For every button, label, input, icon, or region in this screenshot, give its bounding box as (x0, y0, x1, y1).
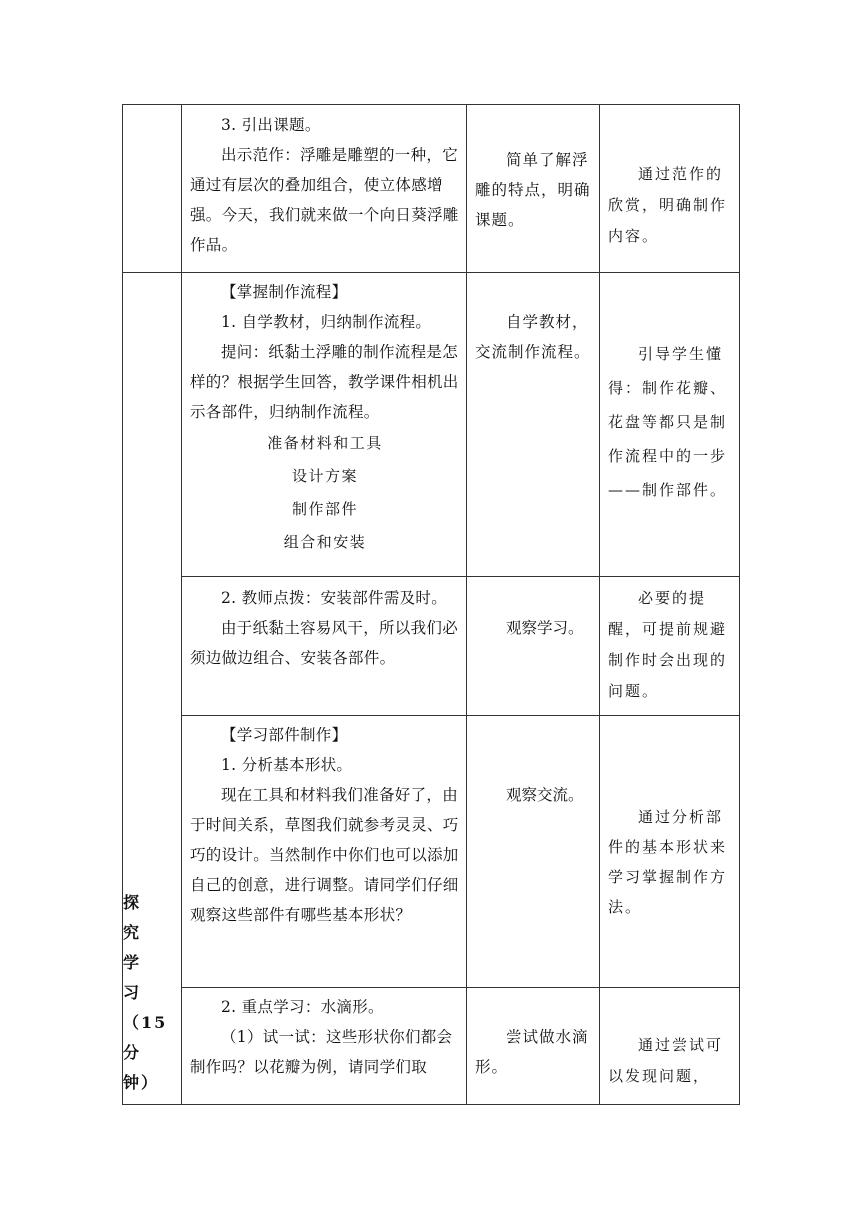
teacher-step: 1. 自学教材，归纳制作流程。 (221, 313, 432, 331)
student-activity-text: 自学教材，交流制作流程。 (475, 313, 591, 361)
design-intent-text: 必要的提醒，可提前规避制作时会出现的问题。 (608, 589, 728, 700)
design-intent-cell (600, 105, 740, 273)
design-intent-cell (600, 577, 740, 716)
student-activity-text: 尝试做水滴形。 (475, 1028, 589, 1076)
student-activity-cell (467, 273, 600, 577)
table-row (123, 273, 740, 577)
lesson-plan-table (122, 104, 740, 1105)
teacher-activity-cell (182, 716, 467, 988)
flow-step: 准备材料和工具 (267, 434, 383, 452)
section-heading: 【掌握制作流程】 (221, 283, 348, 301)
design-intent-cell (600, 273, 740, 577)
teacher-activity-cell (182, 273, 467, 577)
teacher-activity-cell (182, 105, 467, 273)
phase-label-line: 学习 (123, 953, 154, 1002)
teacher-activity-cell (182, 988, 467, 1105)
design-intent-cell (600, 716, 740, 988)
teacher-step: 1. 分析基本形状。 (221, 756, 353, 774)
design-intent-text: 通过范作的欣赏，明确制作内容。 (608, 165, 728, 245)
table-row (123, 105, 740, 273)
student-activity-text: 观察交流。 (506, 786, 584, 804)
student-activity-text: 简单了解浮雕的特点，明确课题。 (475, 151, 591, 229)
teacher-text: （1）试一试：这些形状你们都会制作吗？以花瓣为例，请同学们取 (190, 1028, 453, 1076)
phase-label-cell (123, 273, 182, 1105)
student-activity-text: 观察学习。 (506, 619, 584, 637)
student-activity-cell (467, 105, 600, 273)
phase-cell-empty (123, 105, 182, 273)
table-row (123, 716, 740, 988)
design-intent-text: 通过分析部件的基本形状来学习掌握制作方法。 (608, 808, 728, 916)
teacher-text: 现在工具和材料我们准备好了，由于时间关系，草图我们就参考灵灵、巧巧的设计。当然制作中你们也可以添加自己的创意，进行调整。请同学们仔细观察这些部件有哪些基本形状？ (190, 786, 459, 924)
teacher-text: 出示范作：浮雕是雕塑的一种，它通过有层次的叠加组合，使立体感增强。今天，我们就来做一个向日葵浮雕作品。 (190, 146, 459, 254)
phase-label-line: 探究 (123, 893, 154, 942)
student-activity-cell (467, 716, 600, 988)
teacher-text: 由于纸黏土容易风干，所以我们必须边做边组合、安装各部件。 (190, 619, 459, 667)
student-activity-cell (467, 988, 600, 1105)
teacher-step: 3. 引出课题。 (221, 116, 321, 134)
design-intent-text: 引导学生懂得：制作花瓣、花盘等都只是制作流程中的一步——制作部件。 (608, 345, 728, 499)
student-activity-cell (467, 577, 600, 716)
phase-label-line: 分 (123, 1043, 154, 1062)
section-heading: 【学习部件制作】 (221, 726, 348, 744)
flow-step: 设计方案 (291, 467, 358, 485)
flow-step: 制作部件 (291, 500, 358, 518)
design-intent-text: 通过尝试可以发现问题， (608, 1036, 724, 1085)
phase-label-line: （15 (123, 1013, 168, 1032)
teacher-step: 2. 重点学习：水滴形。 (221, 998, 384, 1016)
teacher-step: 2. 教师点拨：安装部件需及时。 (221, 589, 448, 607)
teacher-text: 提问：纸黏土浮雕的制作流程是怎样的？根据学生回答，教学课件相机出示各部件，归纳制作流程。 (190, 343, 459, 421)
design-intent-cell (600, 988, 740, 1105)
phase-label-line: 钟） (123, 1073, 160, 1092)
teacher-activity-cell (182, 577, 467, 716)
flow-step: 组合和安装 (283, 533, 367, 551)
table-row (123, 988, 740, 1105)
table-row (123, 577, 740, 716)
